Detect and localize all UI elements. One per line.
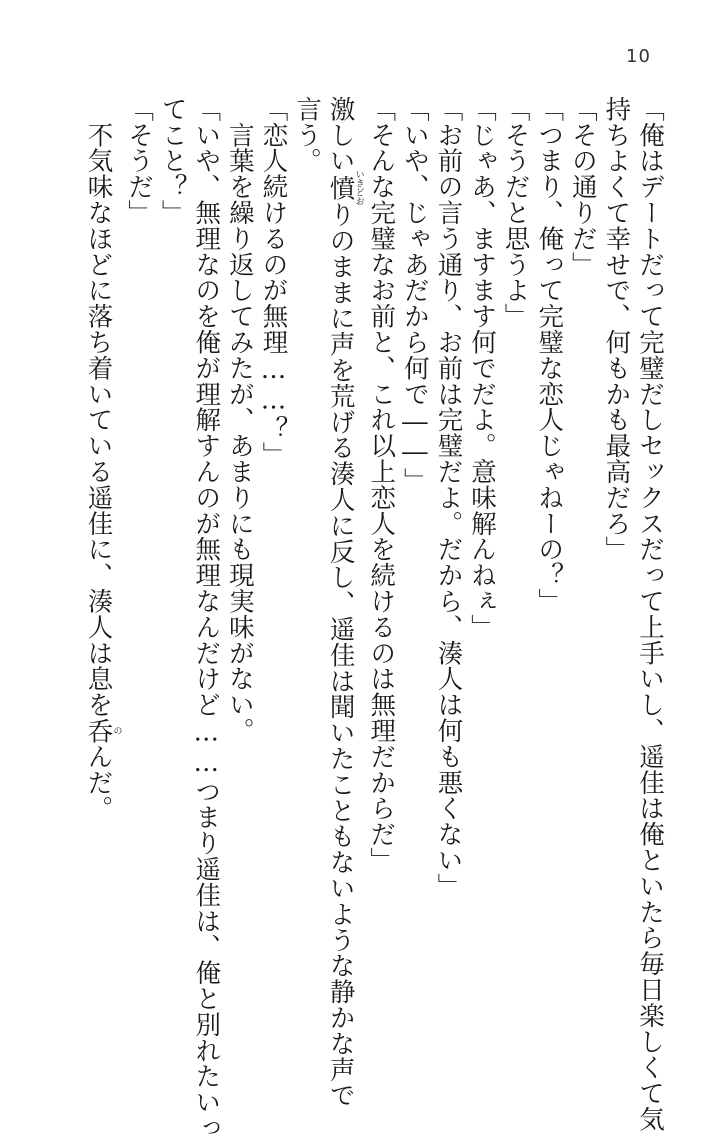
text-line-17 (81, 96, 122, 976)
text-line-8: 「いや、じゃあだから何で――」 (399, 96, 430, 494)
page-number: 10 (626, 46, 651, 67)
text-line-10 (323, 96, 364, 1109)
text-line-1: 「俺はデートだって完璧だしセックスだって上手いし、遥佳は俺といたら毎日楽しくて気 (635, 96, 665, 1132)
text-line-2: 持ちよくて幸せで、何もかも最高だろ」 (601, 96, 632, 563)
ruby-word (83, 717, 122, 744)
text-segment: 不気味なほどに落ち着いている遥佳に、湊人は息を (83, 96, 114, 718)
text-line-6: 「じゃあ、ますます何でだよ。意味解んねぇ」 (467, 96, 498, 640)
text-line-13: 言葉を繰り返してみたが、あまりにも現実味がない。 (224, 96, 255, 744)
ruby-base: 憤 (325, 169, 356, 206)
body-text (81, 96, 666, 1141)
text-line-7: 「お前の言う通り、お前は完璧だよ。だから、湊人は何も悪くない」 (433, 96, 464, 899)
ruby-base: 呑 (83, 717, 114, 744)
text-line-12: 「恋人続けるのが無理……？」 (258, 96, 289, 468)
text-line-5: 「そうだと思うよ」 (500, 96, 531, 330)
ruby-word (325, 169, 364, 206)
text-segment: 激しい (325, 96, 356, 174)
ruby-reading: いきどお (353, 169, 364, 206)
text-line-14: 「いや、無理なのを俺が理解すんのが無理なんだけど……つまり遥佳は、俺と別れたいっ (191, 96, 222, 1141)
text-line-3: 「その通りだ」 (567, 96, 598, 278)
text-line-16: 「そうだ」 (124, 96, 155, 226)
text-line-4: 「つまり、俺って完璧な恋人じゃねーの？」 (534, 96, 565, 614)
text-segment: んだ。 (83, 743, 114, 822)
text-line-9: 「そんな完璧なお前と、これ以上恋人を続けるのは無理だからだ」 (366, 96, 397, 873)
text-line-11: 言う。 (292, 96, 323, 174)
ruby-reading: の (111, 717, 122, 744)
text-segment: りのままに声を荒げる湊人に反し、遥佳は聞いたこともないような静かな声で (325, 201, 356, 1109)
text-line-15: てこと？」 (157, 96, 188, 226)
